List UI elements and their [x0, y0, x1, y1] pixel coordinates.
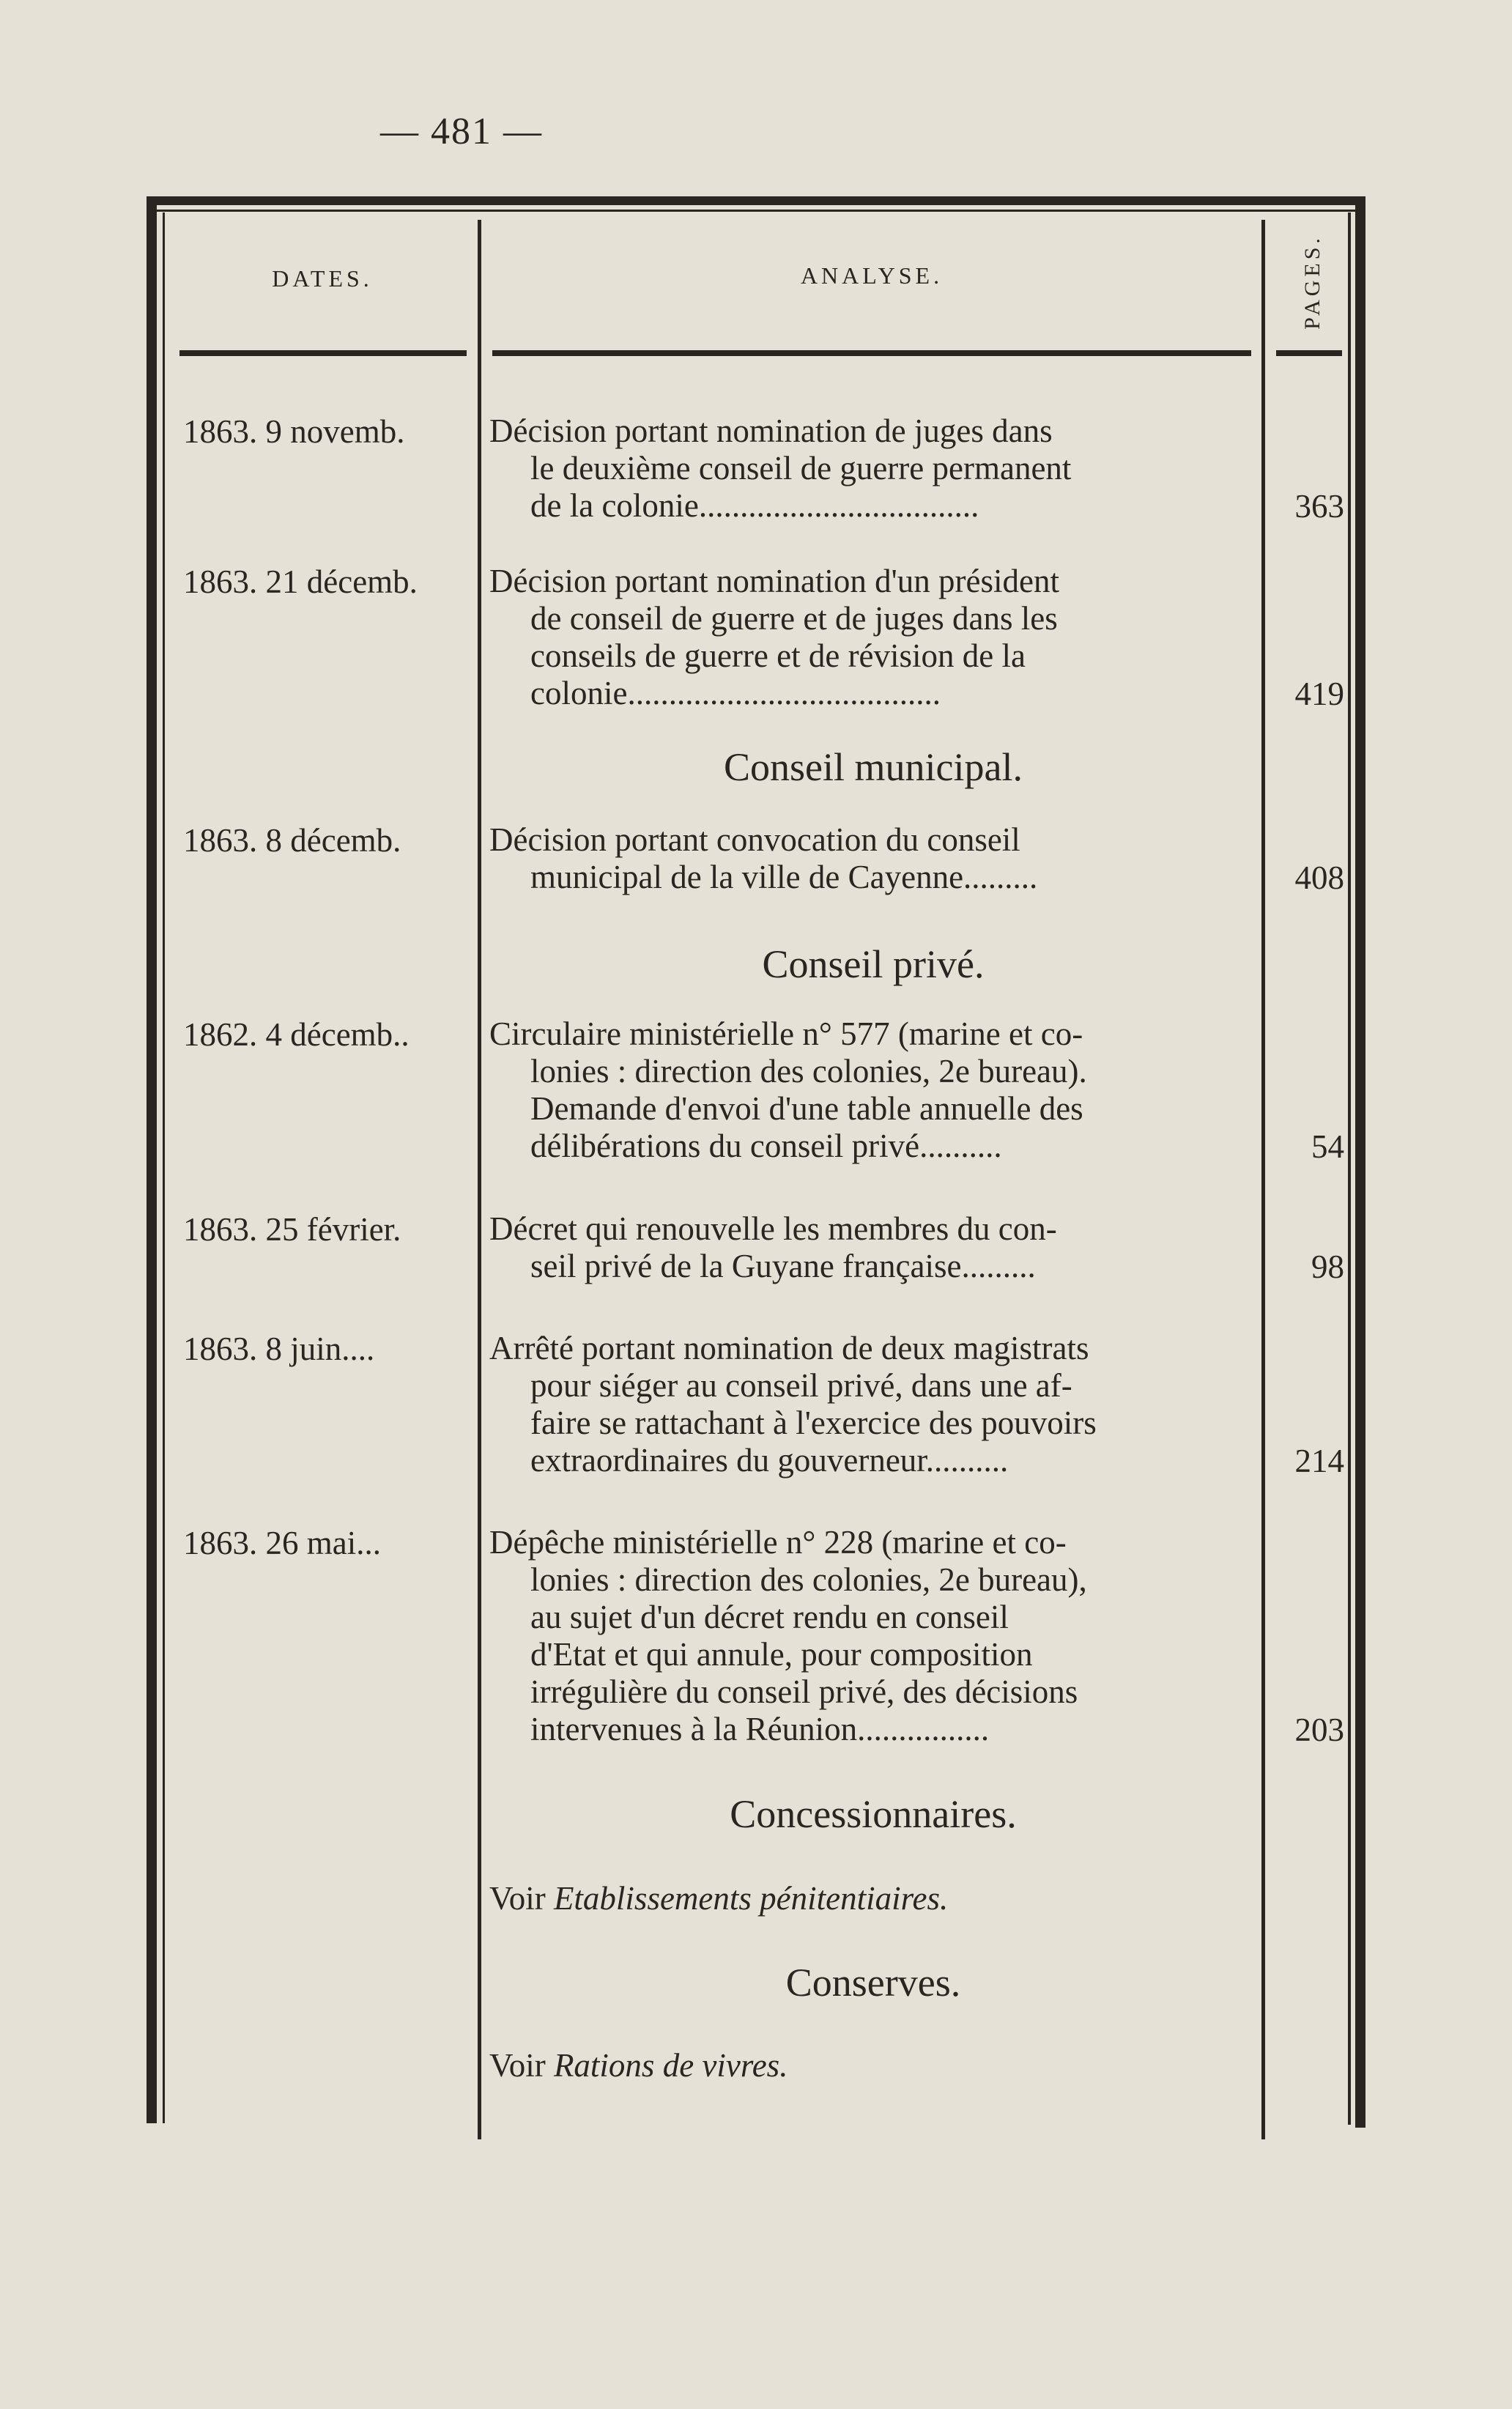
section-heading: Conseil privé. — [762, 942, 985, 986]
section-heading: Conserves. — [785, 1961, 961, 2005]
cross-reference — [489, 2046, 788, 2084]
entry-date: 1863. 9 novemb. — [183, 413, 405, 450]
header-rule-pages — [1276, 350, 1342, 356]
entry-page: 214 — [1294, 1443, 1344, 1479]
cross-reference-target: Etablissements pénitentiaires. — [553, 1880, 949, 1917]
entry-page: 408 — [1294, 859, 1344, 896]
table-right-border — [1355, 196, 1365, 2128]
header-analyse: ANALYSE. — [800, 262, 944, 289]
entry-analysis: Circulaire ministérielle n° 577 (marine et co- lonies : direction des colonies, 2e bureau). Demande d'envoi d'une table annuelle des délibérations du conseil privé.......... — [489, 1015, 1087, 1164]
section-heading: Conseil municipal. — [724, 745, 1023, 789]
column-divider-dates — [478, 220, 481, 2139]
entry-date: 1863. 25 février. — [183, 1211, 401, 1248]
entry-date: 1863. 21 décemb. — [183, 563, 418, 600]
header-dates: DATES. — [272, 265, 373, 292]
header-rule-analyse — [492, 350, 1251, 356]
section-heading: Concessionnaires. — [730, 1792, 1017, 1836]
entry-date: 1863. 26 mai... — [183, 1525, 381, 1561]
voir-label: Voir — [489, 2047, 546, 2084]
cross-reference-target: Rations de vivres. — [553, 2047, 788, 2084]
table-top-border — [152, 196, 1361, 205]
table-left-border — [147, 196, 157, 2123]
entry-date: 1863. 8 décemb. — [183, 822, 401, 859]
entry-analysis: Décret qui renouvelle les membres du con- seil privé de la Guyane française......... — [489, 1210, 1057, 1284]
entry-page: 419 — [1294, 676, 1344, 712]
entry-analysis: Arrêté portant nomination de deux magistrats pour siéger au conseil privé, dans une af- faire se rattachant à l'exercice des pouvoirs extraordinaires du gouverneur.......... — [489, 1330, 1097, 1479]
header-rule-dates — [179, 350, 467, 356]
header-pages: PAGES. — [1300, 234, 1324, 330]
table-top-rule — [152, 210, 1361, 212]
voir-label: Voir — [489, 1880, 546, 1917]
table-right-inner-rule — [1348, 212, 1351, 2125]
entry-page: 363 — [1294, 488, 1344, 525]
entry-page: 54 — [1311, 1128, 1344, 1165]
entry-page: 203 — [1294, 1712, 1344, 1748]
page-number: — 481 — — [380, 111, 543, 152]
entry-date: 1863. 8 juin.... — [183, 1331, 375, 1367]
entry-page: 98 — [1311, 1248, 1344, 1285]
entry-analysis: Dépêche ministérielle n° 228 (marine et co- lonies : direction des colonies, 2e bureau), au sujet d'un décret rendu en conseil d'Etat et qui annule, pour composition irrégulière du conseil privé, des décisions intervenues à la Réunion................ — [489, 1524, 1087, 1747]
entry-analysis: Décision portant nomination de juges dans le deuxième conseil de guerre permanent de la colonie.................................. — [489, 412, 1072, 524]
entry-date: 1862. 4 décemb.. — [183, 1016, 410, 1053]
entry-analysis: Décision portant nomination d'un président de conseil de guerre et de juges dans les conseils de guerre et de révision de la colonie...................................... — [489, 563, 1059, 711]
cross-reference — [489, 1879, 948, 1917]
entry-analysis: Décision portant convocation du conseil municipal de la ville de Cayenne......... — [489, 821, 1038, 895]
table-left-inner-rule — [163, 212, 165, 2123]
